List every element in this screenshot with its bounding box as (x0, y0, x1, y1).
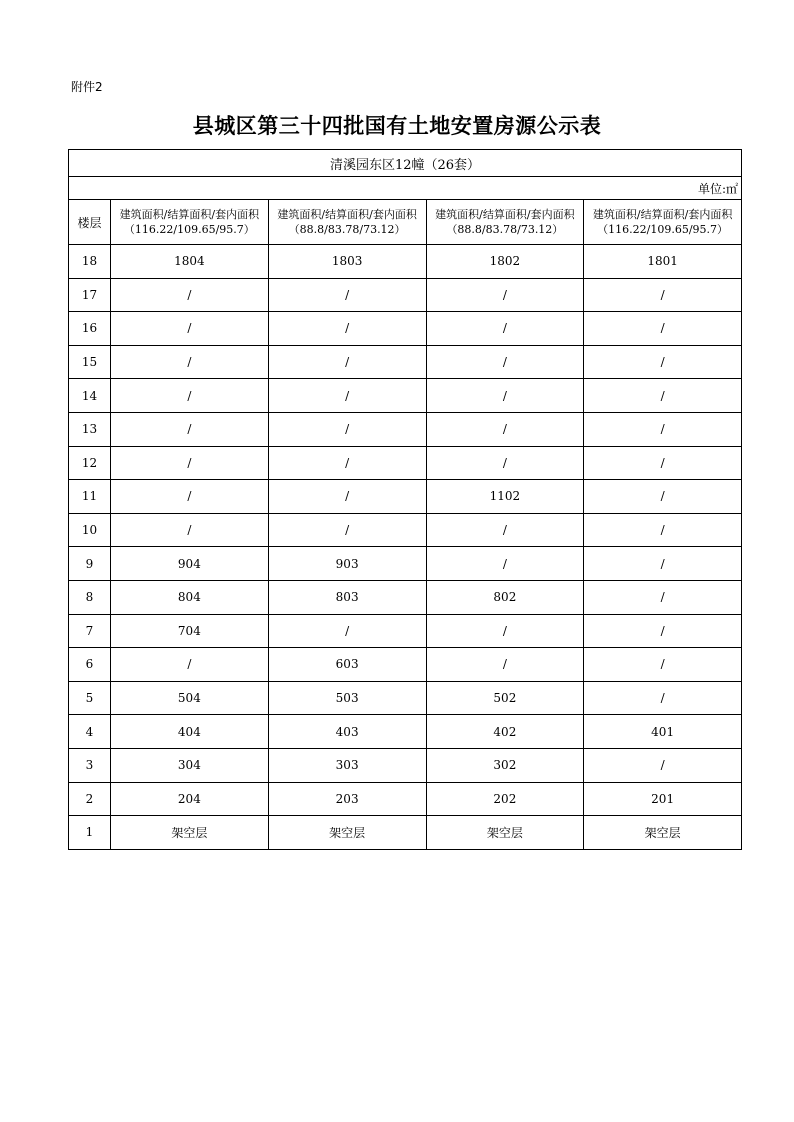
floor-cell: 6 (69, 648, 111, 682)
unit-cell: / (584, 748, 742, 782)
column-header (268, 200, 426, 245)
attachment-label: 附件2 (71, 80, 103, 94)
table-row (69, 446, 742, 480)
unit-cell: / (426, 312, 584, 346)
table-row (69, 312, 742, 346)
unit-cell: / (426, 446, 584, 480)
table-row (69, 547, 742, 581)
unit-cell: / (426, 547, 584, 581)
unit-cell: / (584, 614, 742, 648)
unit-cell: / (426, 278, 584, 312)
unit-cell: 204 (111, 782, 269, 816)
unit-cell: 架空层 (111, 816, 269, 850)
unit-cell: 503 (268, 681, 426, 715)
unit-cell: / (584, 412, 742, 446)
floor-cell: 17 (69, 278, 111, 312)
table-header-row (69, 200, 742, 245)
table-row (69, 480, 742, 514)
floor-cell: 12 (69, 446, 111, 480)
unit-cell: 304 (111, 748, 269, 782)
table-row (69, 648, 742, 682)
unit-cell: / (268, 480, 426, 514)
column-header-line1: 建筑面积/结算面积/套内面积 (592, 208, 733, 221)
floor-cell: 14 (69, 379, 111, 413)
unit-cell: / (584, 446, 742, 480)
unit-cell: 1802 (426, 245, 584, 279)
floor-cell: 4 (69, 715, 111, 749)
column-header-line2: （88.8/83.78/73.12） (288, 223, 406, 236)
unit-cell: / (268, 278, 426, 312)
column-header-line2: （88.8/83.78/73.12） (446, 223, 564, 236)
unit-cell: / (111, 312, 269, 346)
floor-cell: 7 (69, 614, 111, 648)
table-row (69, 513, 742, 547)
unit-cell: / (426, 379, 584, 413)
unit-cell: / (584, 278, 742, 312)
unit-cell: 401 (584, 715, 742, 749)
unit-cell: 架空层 (426, 816, 584, 850)
unit-cell: / (584, 648, 742, 682)
column-header (111, 200, 269, 245)
unit-cell: 303 (268, 748, 426, 782)
unit-cell: 404 (111, 715, 269, 749)
unit-cell: / (584, 345, 742, 379)
unit-label: 单位:㎡ (69, 177, 742, 200)
unit-cell: / (426, 614, 584, 648)
unit-cell: 504 (111, 681, 269, 715)
floor-header: 楼层 (69, 200, 111, 245)
floor-cell: 9 (69, 547, 111, 581)
column-header-line2: （116.22/109.65/95.7） (123, 223, 255, 236)
unit-cell: / (111, 278, 269, 312)
floor-cell: 13 (69, 412, 111, 446)
unit-cell: / (584, 681, 742, 715)
unit-cell: 903 (268, 547, 426, 581)
unit-cell: / (111, 345, 269, 379)
project-name: 清溪园东区12幢（26套） (69, 150, 742, 177)
table-row (69, 614, 742, 648)
unit-cell: 904 (111, 547, 269, 581)
unit-cell: 804 (111, 580, 269, 614)
unit-cell: 603 (268, 648, 426, 682)
table-row (69, 816, 742, 850)
unit-cell: 403 (268, 715, 426, 749)
unit-cell: 1801 (584, 245, 742, 279)
unit-cell: / (111, 446, 269, 480)
unit-cell: 502 (426, 681, 584, 715)
column-header-line2: （116.22/109.65/95.7） (597, 223, 729, 236)
unit-cell: / (268, 312, 426, 346)
floor-cell: 10 (69, 513, 111, 547)
column-header-line1: 建筑面积/结算面积/套内面积 (435, 208, 575, 221)
column-header (426, 200, 584, 245)
unit-cell: / (584, 580, 742, 614)
unit-cell: / (426, 648, 584, 682)
floor-cell: 8 (69, 580, 111, 614)
floor-cell: 16 (69, 312, 111, 346)
unit-cell: / (426, 345, 584, 379)
unit-cell: / (111, 648, 269, 682)
unit-cell: 302 (426, 748, 584, 782)
page-title: 县城区第三十四批国有土地安置房源公示表 (192, 113, 602, 138)
unit-cell: / (268, 379, 426, 413)
unit-cell: 802 (426, 580, 584, 614)
unit-cell: / (111, 412, 269, 446)
unit-cell: / (584, 547, 742, 581)
table-row (69, 379, 742, 413)
unit-cell: / (426, 412, 584, 446)
unit-cell: 402 (426, 715, 584, 749)
unit-cell: / (268, 412, 426, 446)
unit-cell: / (584, 480, 742, 514)
unit-cell: / (268, 446, 426, 480)
floor-cell: 5 (69, 681, 111, 715)
unit-cell: / (584, 379, 742, 413)
unit-cell: / (111, 513, 269, 547)
floor-cell: 11 (69, 480, 111, 514)
housing-table (68, 149, 742, 850)
table-row (69, 782, 742, 816)
column-header-line1: 建筑面积/结算面积/套内面积 (119, 208, 260, 221)
unit-cell: 704 (111, 614, 269, 648)
unit-cell: / (268, 513, 426, 547)
table-row (69, 715, 742, 749)
unit-cell: / (111, 379, 269, 413)
unit-cell: / (584, 513, 742, 547)
unit-cell: 架空层 (268, 816, 426, 850)
floor-cell: 1 (69, 816, 111, 850)
unit-cell: 202 (426, 782, 584, 816)
floor-cell: 15 (69, 345, 111, 379)
table-row (69, 748, 742, 782)
unit-cell: 1804 (111, 245, 269, 279)
table-row (69, 681, 742, 715)
floor-cell: 3 (69, 748, 111, 782)
table-row (69, 245, 742, 279)
unit-cell: 203 (268, 782, 426, 816)
unit-cell: / (268, 345, 426, 379)
table-row (69, 412, 742, 446)
unit-cell: 1102 (426, 480, 584, 514)
table-row (69, 580, 742, 614)
table-row (69, 278, 742, 312)
unit-cell: / (584, 312, 742, 346)
floor-cell: 2 (69, 782, 111, 816)
column-header (584, 200, 742, 245)
column-header-line1: 建筑面积/结算面积/套内面积 (277, 208, 417, 221)
unit-cell: / (268, 614, 426, 648)
unit-cell: / (426, 513, 584, 547)
unit-cell: 1803 (268, 245, 426, 279)
table-row (69, 345, 742, 379)
unit-cell: 803 (268, 580, 426, 614)
floor-cell: 18 (69, 245, 111, 279)
unit-cell: 架空层 (584, 816, 742, 850)
unit-cell: 201 (584, 782, 742, 816)
unit-cell: / (111, 480, 269, 514)
